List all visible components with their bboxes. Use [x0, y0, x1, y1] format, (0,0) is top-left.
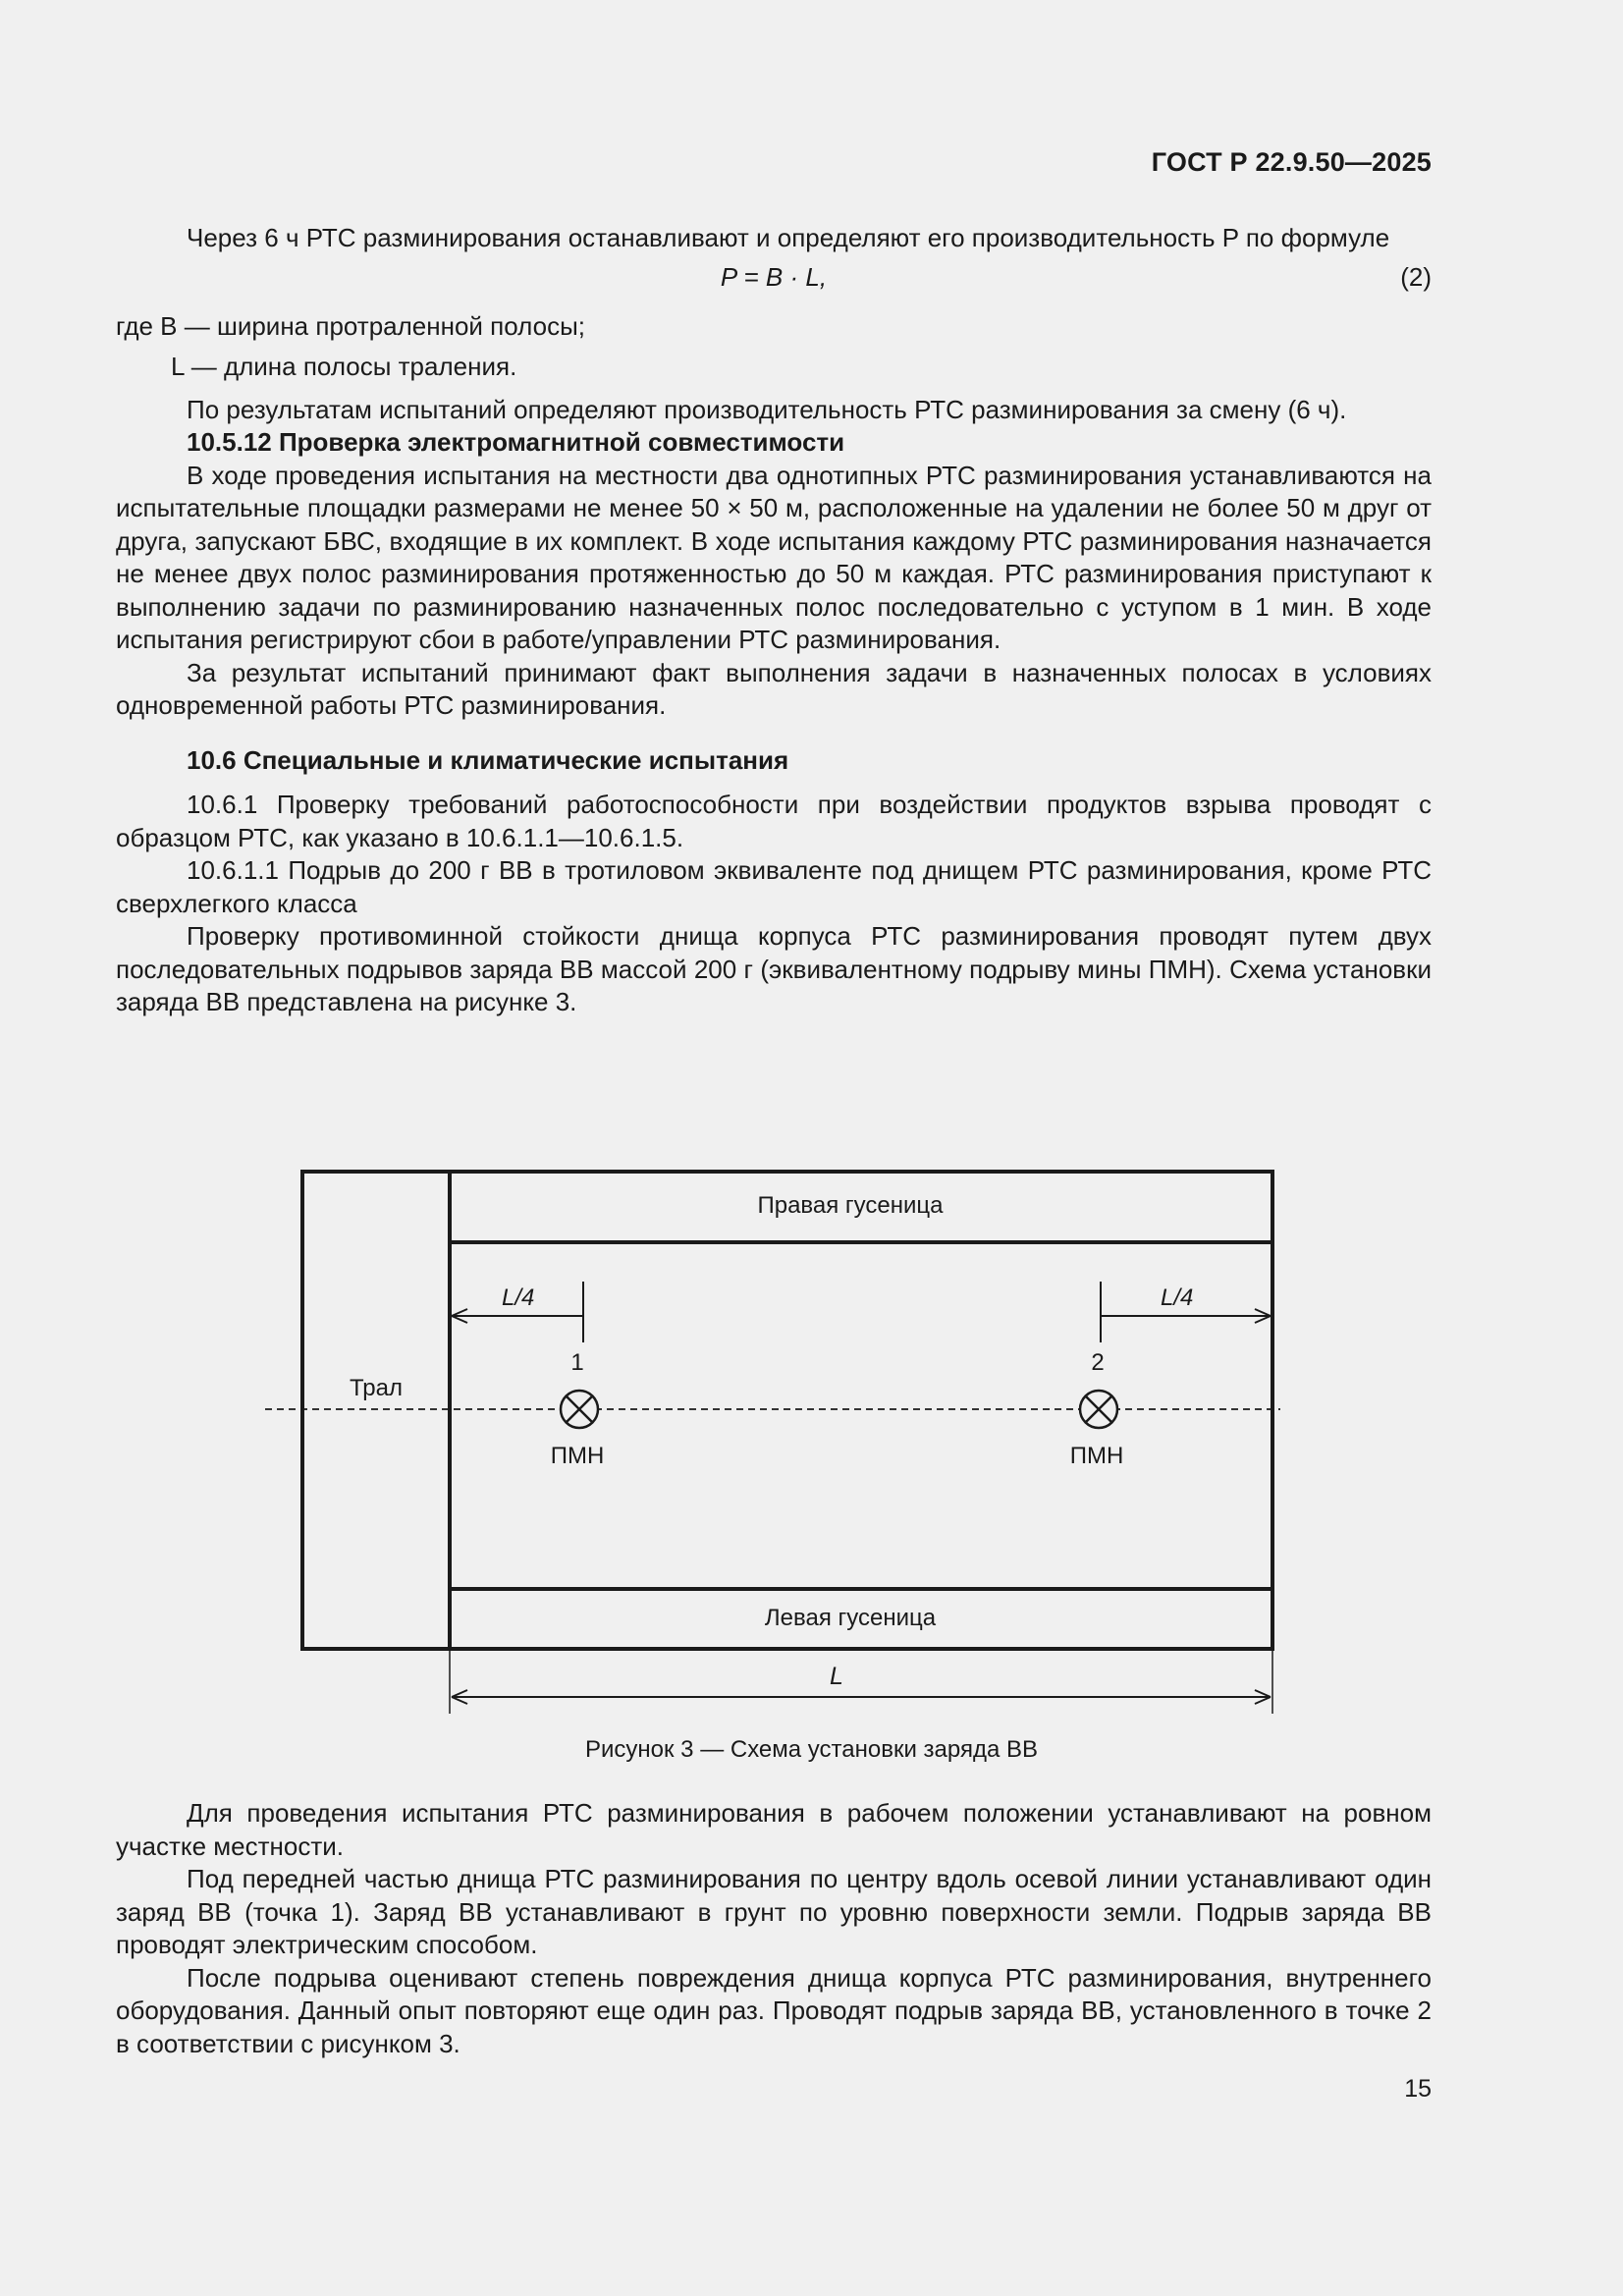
text-block-upper — [116, 222, 1432, 1019]
paragraph-productivity: Через 6 ч РТС разминирования останавливают и определяют его производительность P по формуле — [187, 223, 1390, 252]
trawl-label: Трал — [349, 1375, 404, 1401]
text-block-lower — [116, 1797, 1432, 2060]
paragraph-shift: По результатам испытаний определяют производительность РТС разминирования за смену (6 ч). — [187, 394, 1347, 424]
paragraph-setup: Для проведения испытания РТС разминирования в рабочем положении устанавливают на ровном участке местности. — [116, 1798, 1432, 1861]
formula: P = B · L, — [720, 261, 828, 292]
point-1-label: 1 — [570, 1349, 584, 1376]
heading-10-6: 10.6 Специальные и климатические испытания — [187, 744, 789, 775]
page-number: 15 — [1404, 2075, 1432, 2103]
paragraph-point-2: После подрыва оценивают степень повреждения днища корпуса РТС разминирования, внутреннего оборудования. Данный опыт повторяют еще один раз. Проводят подрыв заряда ВВ, установленного в точке 2 в соответствии с рисунком 3. — [116, 1962, 1432, 2058]
formula-row — [116, 255, 1432, 299]
document-code: ГОСТ Р 22.9.50—2025 — [1151, 147, 1432, 177]
mine-2-label: ПМН — [1069, 1443, 1124, 1469]
paragraph-10-6-1-1: 10.6.1.1 Подрыв до 200 г ВВ в тротиловом эквиваленте под днищем РТС разминирования, кроме РТС сверхлегкого класса — [116, 855, 1432, 918]
point-2-label: 2 — [1091, 1349, 1105, 1376]
right-track-label: Правая гусеница — [757, 1192, 944, 1219]
left-track-label: Левая гусеница — [764, 1605, 937, 1631]
where-b: где B — ширина протраленной полосы; — [116, 310, 585, 341]
mine-1-label: ПМН — [550, 1443, 605, 1469]
figure-3-diagram — [263, 1164, 1284, 1723]
figure-caption: Рисунок 3 — Схема установки заряда ВВ — [585, 1736, 1038, 1763]
where-l: L — длина полосы траления. — [171, 352, 517, 381]
paragraph-mine-resistance: Проверку противоминной стойкости днища корпуса РТС разминирования проводят путем двух последовательных подрывов заряда ВВ массой 200 г (эквивалентному подрыву мины ПМН). Схема установки заряда ВВ представлена на рисунке 3. — [116, 921, 1432, 1016]
paragraph-10-6-1: 10.6.1 Проверку требований работоспособности при воздействии продуктов взрыва проводят с образцом РТС, как указано в 10.6.1.1—10.6.1.5. — [116, 790, 1432, 852]
mine-1-icon — [561, 1391, 598, 1428]
l4-left-label: L/4 — [502, 1285, 535, 1311]
mine-2-icon — [1080, 1391, 1117, 1428]
length-label: L — [830, 1663, 843, 1690]
heading-10-5-12: 10.5.12 Проверка электромагнитной совместимости — [187, 427, 845, 457]
paragraph-point-1: Под передней частью днища РТС разминирования по центру вдоль осевой линии устанавливают один заряд ВВ (точка 1). Заряд ВВ устанавливают в грунт по уровню поверхности земли. Подрыв заряда ВВ проводят электрическим способом. — [116, 1864, 1432, 1959]
l4-right-label: L/4 — [1161, 1285, 1194, 1311]
paragraph-emc: В ходе проведения испытания на местности два однотипных РТС разминирования устанавливаются на испытательные площадки размерами не менее 50 × 50 м, расположенные на удалении не более 50 м друг от друга, запускают БВС, входящие в их комплект. В ходе испытания каждому РТС разминирования назначается не менее двух полос разминирования протяженностью до 50 м каждая. РТС разминирования приступают к выполнению задачи по разминированию назначенных полос последовательно с уступом в 1 мин. В ходе испытания регистрируют сбои в работе/управлении РТС разминирования. — [116, 460, 1432, 654]
paragraph-emc-result: За результат испытаний принимают факт выполнения задачи в назначенных полосах в условиях одновременной работы РТС разминирования. — [116, 657, 1432, 720]
formula-number: (2) — [1400, 261, 1432, 292]
